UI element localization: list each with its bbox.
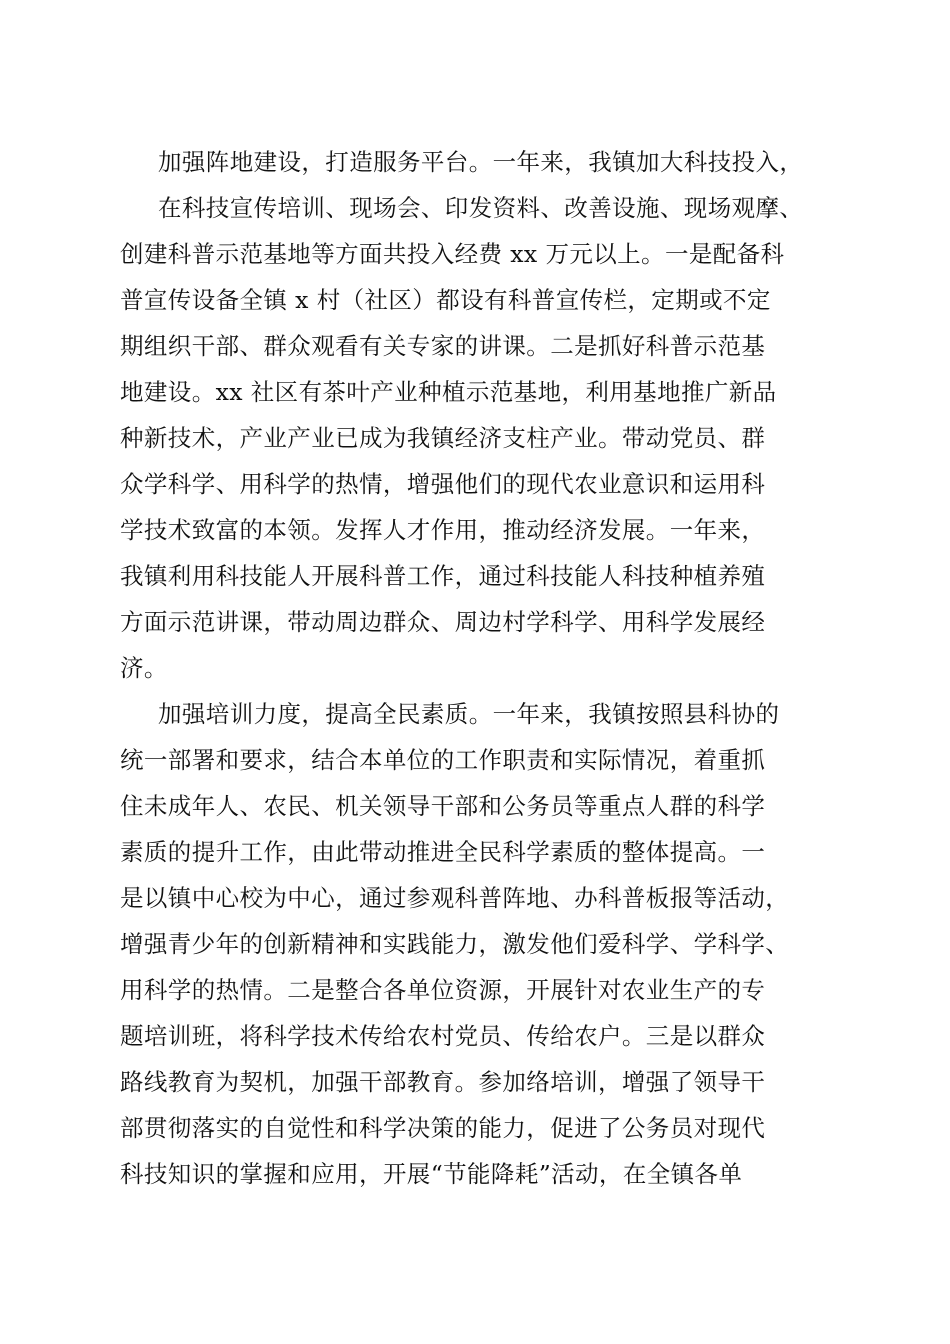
paragraph-1-line-6: 地建设。xx 社区有茶叶产业种植示范基地，利用基地推广新品 [120,378,777,406]
paragraph-2-line-5: 是以镇中心校为中心，通过参观科普阵地、办科普板报等活动， [120,884,790,912]
paragraph-1-line-3: 创建科普示范基地等方面共投入经费 xx 万元以上。一是配备科 [120,240,785,268]
paragraph-1-line-7: 种新技术，产业产业已成为我镇经济支柱产业。带动党员、群 [120,424,766,452]
paragraph-2-line-10: 部贯彻落实的自觉性和科学决策的能力，促进了公务员对现代 [120,1114,766,1142]
paragraph-1-line-5: 期组织干部、群众观看有关专家的讲课。二是抓好科普示范基 [120,332,766,360]
paragraph-1-line-2: 在科技宣传培训、现场会、印发资料、改善设施、现场观摩、 [158,194,804,222]
paragraph-2-line-8: 题培训班，将科学技术传给农村党员、传给农户。三是以群众 [120,1022,766,1050]
paragraph-2-line-9: 路线教育为契机，加强干部教育。参加络培训，增强了领导干 [120,1068,766,1096]
paragraph-2-line-7: 用科学的热情。二是整合各单位资源，开展针对农业生产的专 [120,976,766,1004]
paragraph-2-line-4: 素质的提升工作，由此带动推进全民科学素质的整体提高。一 [120,838,766,866]
paragraph-1-line-11: 方面示范讲课，带动周边群众、周边村学科学、用科学发展经 [120,608,766,636]
paragraph-2-line-6: 增强青少年的创新精神和实践能力，激发他们爱科学、学科学、 [120,930,790,958]
paragraph-1-line-10: 我镇利用科技能人开展科普工作，通过科技能人科技种植养殖 [120,562,766,590]
paragraph-1-line-4: 普宣传设备全镇 x 村（社区）都设有科普宣传栏，定期或不定 [120,286,771,314]
paragraph-2-line-1: 加强培训力度，提高全民素质。一年来，我镇按照县科协的 [158,700,780,728]
paragraph-1-line-8: 众学科学、用科学的热情，增强他们的现代农业意识和运用科 [120,470,766,498]
paragraph-2-line-3: 住未成年人、农民、机关领导干部和公务员等重点人群的科学 [120,792,766,820]
paragraph-1-line-9: 学技术致富的本领。发挥人才作用，推动经济发展。一年来， [120,516,766,544]
paragraph-2-line-2: 统一部署和要求，结合本单位的工作职责和实际情况，着重抓 [120,746,766,774]
paragraph-1-line-1: 加强阵地建设，打造服务平台。一年来，我镇加大科技投入， [158,148,804,176]
paragraph-1-line-12: 济。 [120,654,168,682]
paragraph-2-line-11: 科技知识的掌握和应用，开展“节能降耗”活动，在全镇各单 [120,1160,743,1188]
